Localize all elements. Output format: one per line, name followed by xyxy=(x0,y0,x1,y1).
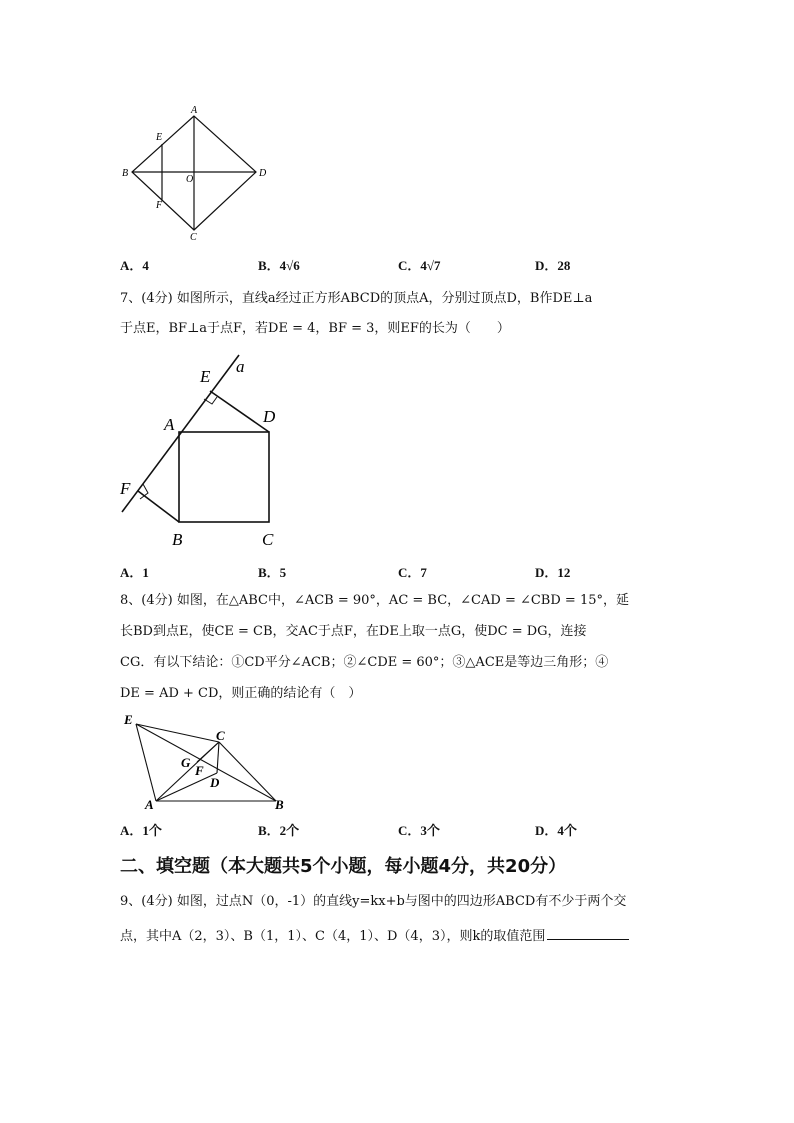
q9-text-line2 xyxy=(120,925,629,946)
q8-option-b: B．2个 xyxy=(258,823,300,838)
seg-eb xyxy=(136,724,276,801)
label-d: D xyxy=(210,775,220,790)
q8-option-a: A．1个 xyxy=(120,823,162,838)
q8-text-line2: 长BD到点E，使CE = CB，交AC于点F，在DE上取一点G，使DC = DG，连接 xyxy=(120,624,587,639)
label-c: C xyxy=(190,232,197,242)
seg-ea xyxy=(136,724,156,801)
seg-ad xyxy=(156,773,217,801)
q9-text-line2-content: 点，其中A（2，3）、B（1，1）、C（4，1）、D（4，3），则k的取值范围 xyxy=(120,929,546,944)
label-a-line: a xyxy=(236,357,245,376)
q8-text-line4: DE = AD + CD，则正确的结论有（ ） xyxy=(120,686,362,701)
answer-blank[interactable] xyxy=(547,925,629,940)
seg-ec xyxy=(136,724,219,742)
section-heading-fill-in: 二、填空题（本大题共5个小题，每小题4分，共20分） xyxy=(120,856,567,877)
label-e: E xyxy=(156,132,163,143)
line-a xyxy=(122,355,239,512)
label-d: D xyxy=(263,407,276,426)
q6-option-b: B．4√6 xyxy=(258,258,300,273)
q7-option-d: D．12 xyxy=(535,565,571,580)
q7-option-b: B．5 xyxy=(258,565,287,580)
label-a: A xyxy=(191,105,198,116)
q7-text-line2: 于点E，BF⊥a于点F，若DE = 4，BF = 3，则EF的长为（ ） xyxy=(120,321,510,336)
label-e: E xyxy=(200,367,211,386)
label-b: B xyxy=(172,530,183,549)
q8-text-line1: 8、(4分) 如图，在△ABC中，∠ACB = 90°，AC = BC，∠CAD = ∠CBD = 15°，延 xyxy=(120,593,629,608)
label-o: O xyxy=(186,174,194,185)
q7-text-line1: 7、(4分) 如图所示，直线a经过正方形ABCD的顶点A，分别过顶点D，B作DE⊥a xyxy=(120,291,593,306)
label-c: C xyxy=(262,530,274,549)
seg-cd xyxy=(217,742,219,773)
q7-option-c: C．7 xyxy=(398,565,427,580)
label-c: C xyxy=(216,728,225,743)
segment-de xyxy=(210,391,269,432)
label-e: E xyxy=(124,712,133,727)
label-a: A xyxy=(145,797,154,812)
label-a: A xyxy=(164,415,175,434)
q6-rhombus-figure xyxy=(118,102,278,242)
label-b: B xyxy=(275,797,284,812)
q9-text-line1: 9、(4分) 如图，过点N（0，-1）的直线y=kx+b与图中的四边形ABCD有不少于两个交 xyxy=(120,894,627,909)
q7-option-a: A．1 xyxy=(120,565,149,580)
label-d: D xyxy=(259,168,267,179)
label-f: F xyxy=(156,200,163,211)
q6-option-d: D．28 xyxy=(535,258,571,273)
seg-bc xyxy=(219,742,276,801)
label-f: F xyxy=(195,763,204,778)
q7-square-figure xyxy=(116,352,276,552)
square-abcd xyxy=(179,432,269,522)
q6-option-a: A．4 xyxy=(120,258,149,273)
label-g: G xyxy=(181,755,191,770)
q8-option-c: C．3个 xyxy=(398,823,440,838)
label-b: B xyxy=(122,168,129,179)
q8-triangle-figure xyxy=(118,712,294,812)
label-f: F xyxy=(120,479,131,498)
seg-cg xyxy=(197,742,219,762)
q8-option-d: D．4个 xyxy=(535,823,577,838)
q6-option-c: C．4√7 xyxy=(398,258,441,273)
q8-text-line3: CG．有以下结论：①CD平分∠ACB；②∠CDE = 60°；③△ACE是等边三角形；④ xyxy=(120,655,609,670)
